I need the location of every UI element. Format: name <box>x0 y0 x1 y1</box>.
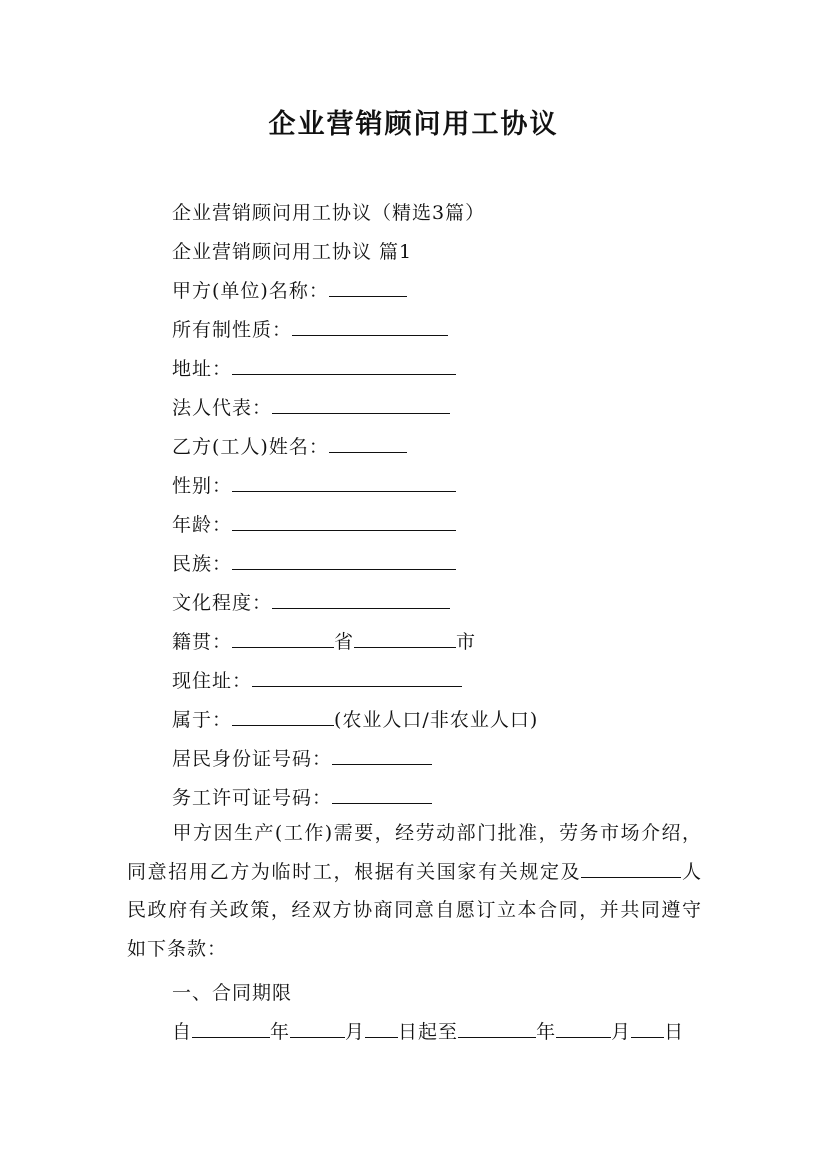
term-year-label: 年 <box>270 1021 291 1043</box>
gender-field <box>172 471 456 498</box>
native-province-unit: 省 <box>334 631 355 653</box>
current-address-field <box>172 666 462 693</box>
age-blank <box>232 511 456 531</box>
term-month2-label: 月 <box>611 1021 632 1043</box>
legal-rep-blank <box>272 394 450 414</box>
address-blank <box>232 355 456 375</box>
education-blank <box>272 589 450 609</box>
party-b-name-blank <box>329 433 407 453</box>
party-b-name-field <box>172 432 407 459</box>
start-year-blank <box>192 1018 270 1038</box>
ownership-field <box>172 315 448 342</box>
age-field <box>172 510 456 537</box>
intro-paragraph-part1: 甲方因生产(工作)需要，经劳动部门批准，劳务市场介绍，同意招用乙方为临时工，根据有关国家有关规定及 <box>127 822 702 883</box>
belongs-to-options: (农业人口/非农业人口) <box>334 709 539 731</box>
education-label: 文化程度： <box>172 592 273 614</box>
address-label: 地址： <box>172 358 233 380</box>
address-field <box>172 354 456 381</box>
current-address-blank <box>252 667 462 687</box>
native-city-blank <box>354 628 456 648</box>
native-place-label: 籍贯： <box>172 631 233 653</box>
section-heading: 企业营销顾问用工协议 篇1 <box>172 241 413 263</box>
current-address-label: 现住址： <box>172 670 253 692</box>
ethnicity-field <box>172 549 456 576</box>
government-blank <box>581 858 681 878</box>
party-b-name-label: 乙方(工人)姓名： <box>172 436 329 458</box>
end-year-blank <box>458 1018 536 1038</box>
end-day-blank <box>631 1018 664 1038</box>
belongs-to-field <box>172 705 538 732</box>
start-day-blank <box>365 1018 398 1038</box>
term-day2-label: 日 <box>664 1021 685 1043</box>
term-from-label: 自 <box>172 1021 193 1043</box>
clause-1-heading: 一、合同期限 <box>172 982 293 1004</box>
page-title: 企业营销顾问用工协议 <box>268 109 559 140</box>
term-year2-label: 年 <box>536 1021 557 1043</box>
native-city-unit: 市 <box>456 631 477 653</box>
work-permit-label: 务工许可证号码： <box>172 787 333 809</box>
id-number-blank <box>332 745 432 765</box>
term-month-label: 月 <box>345 1021 366 1043</box>
id-number-label: 居民身份证号码： <box>172 748 333 770</box>
party-a-name-field <box>172 276 407 303</box>
work-permit-blank <box>332 784 432 804</box>
contract-term-line <box>172 1017 684 1044</box>
belongs-to-blank <box>232 706 334 726</box>
gender-blank <box>232 472 456 492</box>
work-permit-field <box>172 783 432 810</box>
native-province-blank <box>232 628 334 648</box>
start-month-blank <box>290 1018 345 1038</box>
ethnicity-blank <box>232 550 456 570</box>
legal-rep-field <box>172 393 450 420</box>
age-label: 年龄： <box>172 514 233 536</box>
education-field <box>172 588 450 615</box>
ownership-blank <box>292 316 448 336</box>
gender-label: 性别： <box>172 475 233 497</box>
native-place-field <box>172 627 476 654</box>
intro-paragraph-part2: 人民政府有关政策，经双方协商同意自愿订立本合同，并共同遵守如下条款： <box>127 860 702 961</box>
id-number-field <box>172 744 432 771</box>
party-a-name-label: 甲方(单位)名称： <box>172 280 329 302</box>
ownership-label: 所有制性质： <box>172 319 293 341</box>
ethnicity-label: 民族： <box>172 553 233 575</box>
belongs-to-label: 属于： <box>172 709 233 731</box>
document-subtitle: 企业营销顾问用工协议（精选3篇） <box>172 202 486 224</box>
term-day-from-label: 日起至 <box>398 1021 459 1043</box>
party-a-name-blank <box>329 277 407 297</box>
legal-rep-label: 法人代表： <box>172 397 273 419</box>
intro-paragraph <box>127 814 702 969</box>
end-month-blank <box>556 1018 611 1038</box>
